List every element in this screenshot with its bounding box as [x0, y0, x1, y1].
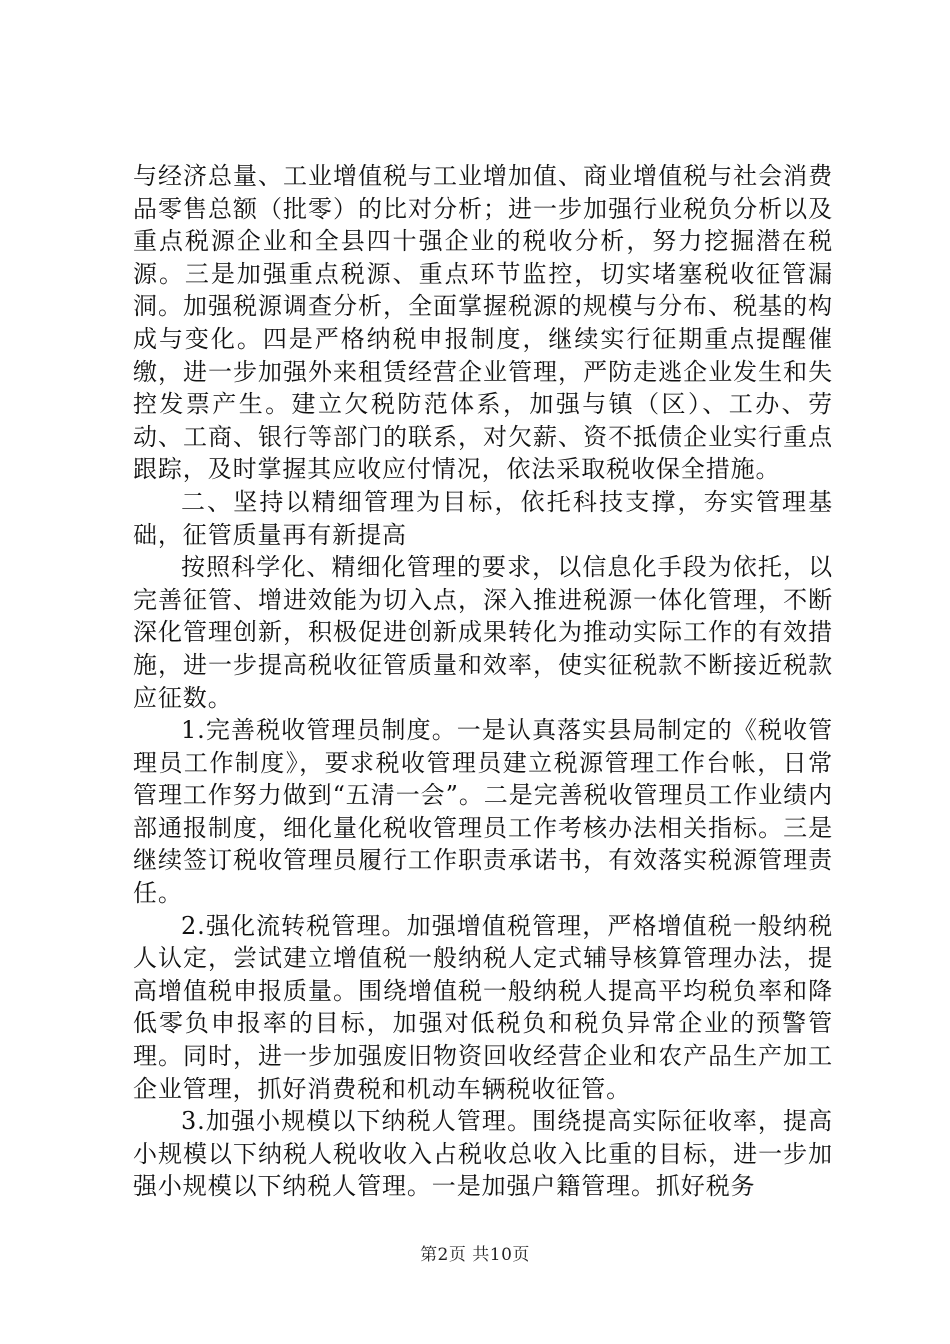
paragraph-item-2: 2.强化流转税管理。加强增值税管理，严格增值税一般纳税人认定，尝试建立增值税一般纳税人定式辅导核算管理办法，提高增值税申报质量。围绕增值税一般纳税人提高平均税负率和降低零负申报率的目标，加强对低税负和税负异常企业的预警管理。同时，进一步加强废旧物资回收经营企业和农产品生产加工企业管理，抓好消费税和机动车辆税收征管。 — [133, 911, 833, 1103]
page-number-footer: 第2页 共10页 — [420, 1245, 530, 1265]
section-heading-2: 二、坚持以精细管理为目标，依托科技支撑，夯实管理基础，征管质量再有新提高 — [133, 487, 833, 549]
document-body — [133, 160, 833, 1203]
paragraph-item-3: 3.加强小规模以下纳税人管理。围绕提高实际征收率，提高小规模以下纳税人税收收入占税收总收入比重的目标，进一步加强小规模以下纳税人管理。一是加强户籍管理。抓好税务 — [133, 1107, 833, 1201]
paragraph-item-1: 1.完善税收管理员制度。一是认真落实县局制定的《税收管理员工作制度》，要求税收管理员建立税源管理工作台帐，日常管理工作努力做到“五清一会”。二是完善税收管理员工作业绩内部通报制度，细化量化税收管理员工作考核办法相关指标。三是继续签订税收管理员履行工作职责承诺书，有效落实税源管理责任。 — [133, 716, 833, 908]
paragraph-continuation: 与经济总量、工业增值税与工业增加值、商业增值税与社会消费品零售总额（批零）的比对分析；进一步加强行业税负分析以及重点税源企业和全县四十强企业的税收分析，努力挖掘潜在税源。三是加强重点税源、重点环节监控，切实堵塞税收征管漏洞。加强税源调查分析，全面掌握税源的规模与分布、税基的构成与变化。四是严格纳税申报制度，继续实行征期重点提醒催缴，进一步加强外来租赁经营企业管理，严防走逃企业发生和失控发票产生。建立欠税防范体系，加强与镇（区）、工办、劳动、工商、银行等部门的联系，对欠薪、资不抵债企业实行重点跟踪，及时掌握其应收应付情况，依法采取税收保全措施。 — [133, 162, 833, 484]
paragraph-section-intro: 按照科学化、精细化管理的要求，以信息化手段为依托，以完善征管、增进效能为切入点，深入推进税源一体化管理，不断深化管理创新，积极促进创新成果转化为推动实际工作的有效措施，进一步提高税收征管质量和效率，使实征税款不断接近税款应征数。 — [133, 553, 833, 712]
